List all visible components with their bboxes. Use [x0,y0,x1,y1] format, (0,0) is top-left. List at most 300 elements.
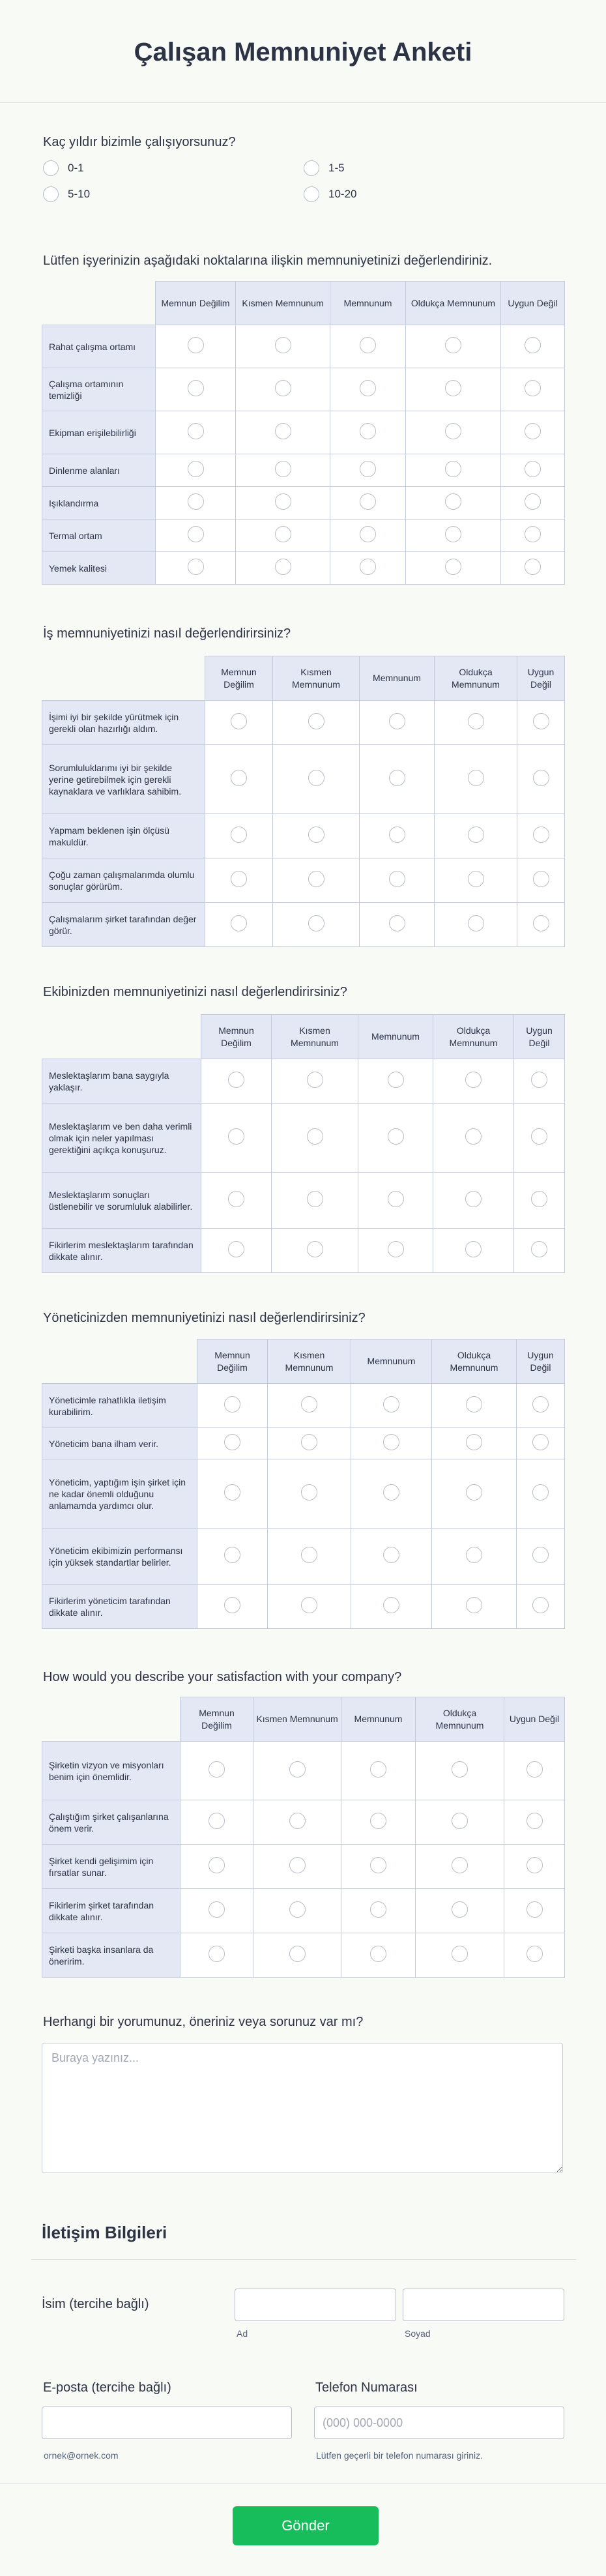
phone-input[interactable] [314,2407,564,2439]
radio-button[interactable] [466,1547,482,1563]
matrix-row-label: İşimi iyi bir şekilde yürütmek için gerekli olan hazırlığı aldım. [42,701,205,745]
radio-button[interactable] [525,526,541,542]
matrix-row-label: Şirketi başka insanlara da öneririm. [42,1933,180,1978]
matrix-cell [253,1845,341,1889]
radio-button[interactable] [531,1128,547,1145]
matrix-cell [360,903,435,947]
radio-button[interactable] [532,1597,549,1613]
first-name-input[interactable] [235,2289,396,2321]
radio-button[interactable] [308,871,325,887]
matrix-cell [351,1428,432,1459]
matrix-cell [180,1845,253,1889]
radio-button[interactable] [525,380,541,396]
matrix-row-label: Fikirlerim meslektaşlarım tarafından dikkate alınır. [42,1229,201,1273]
radio-button[interactable] [383,1484,399,1500]
radio-button[interactable] [445,423,461,439]
matrix-cell [330,454,406,487]
radio-button[interactable] [531,1241,547,1257]
matrix-cell [435,814,517,858]
matrix-cell [273,745,360,814]
radio-button[interactable] [389,827,405,843]
form-footer [0,2483,606,2576]
radio-button[interactable] [301,1484,317,1500]
matrix-cell [435,858,517,903]
matrix-cell [253,1889,341,1933]
matrix-row [42,1742,565,1800]
matrix-row [42,1229,565,1273]
matrix-corner [42,1697,180,1742]
radio-button[interactable] [307,1191,323,1207]
matrix-cell [273,814,360,858]
radio-button[interactable] [308,770,325,786]
matrix-column-header: Uygun Değil [501,282,565,325]
matrix-cell [156,454,236,487]
radio-button[interactable] [360,380,376,396]
radio-button[interactable] [231,827,247,843]
radio-button[interactable] [228,1072,244,1088]
matrix-corner [42,282,156,325]
matrix-cell [236,411,330,454]
radio-button[interactable] [360,559,376,575]
matrix-cell [416,1889,504,1933]
radio-button[interactable] [275,423,291,439]
matrix-cell [504,1889,565,1933]
option-1-5[interactable]: 1-5 [304,160,564,176]
radio-button[interactable] [445,461,461,477]
radio-button[interactable] [532,1484,549,1500]
matrix-row [42,1889,565,1933]
radio-button[interactable] [466,1484,482,1500]
radio-button[interactable] [383,1547,399,1563]
matrix-cell [197,1459,268,1529]
radio-button[interactable] [533,713,549,729]
option-10-20[interactable]: 10-20 [304,186,564,202]
comments-textarea[interactable] [42,2043,563,2173]
radio-button[interactable] [532,1396,549,1412]
matrix-row-label: Meslektaşlarım bana saygıyla yaklaşır. [42,1059,201,1104]
radio-button[interactable] [188,423,204,439]
matrix-column-header: Oldukça Memnunum [433,1015,514,1059]
radio-button[interactable] [466,1396,482,1412]
matrix-row [42,552,565,585]
radio-button[interactable] [289,1813,306,1829]
radio-button[interactable] [389,871,405,887]
matrix-row-label: Dinlenme alanları [42,454,156,487]
matrix-cell [360,701,435,745]
matrix-row [42,1800,565,1845]
question-label: How would you describe your satisfaction with your company? [43,1670,402,1684]
first-name-sublabel: Ad [237,2328,248,2339]
last-name-sublabel: Soyad [405,2328,431,2339]
radio-button[interactable] [533,871,549,887]
name-label: İsim (tercihe bağlı) [42,2297,149,2311]
matrix-cell [201,1104,272,1173]
radio-button[interactable] [304,160,319,176]
question-manager-matrix [43,1311,564,1326]
matrix-cell [517,1428,565,1459]
matrix-column-header: Oldukça Memnunum [435,656,517,701]
matrix-cell [236,520,330,552]
radio-button[interactable] [445,526,461,542]
radio-button[interactable] [445,559,461,575]
matrix-cell [514,1173,565,1229]
last-name-input[interactable] [403,2289,564,2321]
radio-button[interactable] [228,1128,244,1145]
matrix-cell [201,1229,272,1273]
matrix-cell [180,1800,253,1845]
radio-button[interactable] [308,915,325,931]
radio-button[interactable] [43,186,59,202]
radio-button[interactable] [209,1813,225,1829]
matrix-cell [341,1933,416,1978]
matrix-cell [341,1889,416,1933]
matrix-column-header: Uygun Değil [504,1697,565,1742]
question-label: Kaç yıldır bizimle çalışıyorsunuz? [43,135,236,149]
radio-button[interactable] [231,871,247,887]
radio-button[interactable] [209,1946,225,1962]
radio-button[interactable] [360,423,376,439]
matrix-row [42,858,565,903]
radio-button[interactable] [360,337,376,353]
matrix-row-label: Çalışma ortamının temizliği [42,368,156,411]
workplace-matrix [42,281,565,585]
matrix-row-label: Şirket kendi gelişimim için fırsatlar sunar. [42,1845,180,1889]
radio-button[interactable] [468,915,484,931]
matrix-row [42,1529,565,1585]
radio-button[interactable] [209,1857,225,1873]
radio-button[interactable] [308,713,325,729]
radio-button[interactable] [532,1434,549,1450]
matrix-cell [406,368,501,411]
matrix-row [42,701,565,745]
matrix-cell [501,552,565,585]
matrix-row [42,1384,565,1428]
radio-button[interactable] [445,337,461,353]
matrix-row [42,814,565,858]
radio-button[interactable] [360,461,376,477]
radio-button[interactable] [388,1191,404,1207]
submit-button[interactable]: Gönder [233,2506,379,2545]
option-5-10[interactable]: 5-10 [43,186,304,202]
matrix-header-row [42,1697,565,1742]
radio-button[interactable] [307,1072,323,1088]
matrix-row-label: Yöneticim ekibimizin performansı için yüksek standartlar belirler. [42,1529,197,1585]
radio-button[interactable] [389,770,405,786]
matrix-cell [501,368,565,411]
matrix-row [42,520,565,552]
matrix-cell [416,1742,504,1800]
matrix-cell [236,325,330,368]
radio-button[interactable] [360,526,376,542]
matrix-row-label: Işıklandırma [42,487,156,520]
matrix-row-label: Sorumluluklarımı iyi bir şekilde yerine getirebilmek için gerekli kaynaklara ve varlıklara sahibim. [42,745,205,814]
matrix-cell [358,1059,433,1104]
matrix-cell [504,1933,565,1978]
matrix-cell [272,1229,358,1273]
matrix-row [42,745,565,814]
team-matrix [42,1014,565,1273]
radio-button[interactable] [308,827,325,843]
radio-button[interactable] [188,380,204,396]
matrix-cell [432,1384,517,1428]
matrix-cell [205,903,273,947]
radio-button[interactable] [304,186,319,202]
radio-button[interactable] [188,461,204,477]
radio-button[interactable] [466,1597,482,1613]
matrix-cell [268,1585,351,1629]
matrix-column-header: Memnunum [351,1339,432,1384]
years-options [43,160,564,202]
radio-button[interactable] [370,1946,386,1962]
radio-button[interactable] [289,1901,306,1918]
matrix-column-header: Oldukça Memnunum [416,1697,504,1742]
radio-button[interactable] [224,1434,240,1450]
matrix-row [42,1104,565,1173]
radio-button[interactable] [388,1072,404,1088]
question-label: Yöneticinizden memnuniyetinizi nasıl değerlendirirsiniz? [43,1311,366,1325]
matrix-cell [156,552,236,585]
matrix-cell [517,1529,565,1585]
radio-button[interactable] [188,493,204,510]
radio-button[interactable] [527,1946,543,1962]
radio-button[interactable] [231,915,247,931]
radio-button[interactable] [209,1901,225,1918]
email-label: E-posta (tercihe bağlı) [43,2380,171,2395]
matrix-cell [517,701,565,745]
radio-button[interactable] [307,1241,323,1257]
radio-button[interactable] [224,1484,240,1500]
matrix-row-label: Yemek kalitesi [42,552,156,585]
matrix-cell [435,745,517,814]
radio-button[interactable] [527,1901,543,1918]
matrix-cell [406,411,501,454]
matrix-cell [156,411,236,454]
matrix-cell [406,552,501,585]
matrix-cell [504,1800,565,1845]
radio-button[interactable] [370,1857,386,1873]
radio-button[interactable] [224,1396,240,1412]
matrix-cell [156,368,236,411]
radio-button[interactable] [452,1761,468,1778]
matrix-row [42,411,565,454]
radio-button[interactable] [389,713,405,729]
matrix-column-header: Uygun Değil [514,1015,565,1059]
matrix-cell [514,1229,565,1273]
radio-button[interactable] [275,461,291,477]
radio-button[interactable] [525,337,541,353]
matrix-cell [517,903,565,947]
section-divider [31,2259,576,2260]
radio-button[interactable] [525,559,541,575]
matrix-cell [156,487,236,520]
matrix-cell [432,1459,517,1529]
radio-button[interactable] [275,337,291,353]
matrix-cell [268,1459,351,1529]
question-workplace-matrix [43,254,564,269]
matrix-header-row [42,1339,565,1384]
radio-button[interactable] [383,1597,399,1613]
job-matrix [42,656,565,947]
radio-button[interactable] [468,827,484,843]
radio-button[interactable] [465,1191,482,1207]
radio-button[interactable] [370,1813,386,1829]
radio-button[interactable] [209,1761,225,1778]
matrix-cell [504,1742,565,1800]
matrix-cell [180,1889,253,1933]
matrix-cell [201,1059,272,1104]
matrix-cell [358,1104,433,1173]
radio-button[interactable] [370,1901,386,1918]
matrix-row-label: Rahat çalışma ortamı [42,325,156,368]
matrix-row [42,325,565,368]
radio-button[interactable] [452,1857,468,1873]
matrix-cell [205,701,273,745]
radio-button[interactable] [466,1434,482,1450]
matrix-cell [432,1585,517,1629]
option-0-1[interactable]: 0-1 [43,160,304,176]
radio-button[interactable] [289,1857,306,1873]
radio-button[interactable] [275,559,291,575]
radio-button[interactable] [370,1761,386,1778]
matrix-cell [514,1104,565,1173]
matrix-cell [341,1800,416,1845]
matrix-cell [330,552,406,585]
matrix-cell [330,368,406,411]
radio-button[interactable] [275,380,291,396]
matrix-cell [406,325,501,368]
radio-button[interactable] [531,1072,547,1088]
matrix-cell [432,1428,517,1459]
question-company-matrix [43,1670,564,1685]
matrix-cell [514,1059,565,1104]
radio-button[interactable] [452,1946,468,1962]
matrix-column-header: Memnun Değilim [197,1339,268,1384]
radio-button[interactable] [301,1396,317,1412]
matrix-cell [341,1845,416,1889]
radio-button[interactable] [289,1761,306,1778]
radio-button[interactable] [231,770,247,786]
radio-button[interactable] [531,1191,547,1207]
radio-button[interactable] [452,1813,468,1829]
matrix-cell [197,1585,268,1629]
radio-button[interactable] [188,526,204,542]
matrix-column-header: Memnunum [358,1015,433,1059]
matrix-cell [236,552,330,585]
radio-button[interactable] [452,1901,468,1918]
question-label: Herhangi bir yorumunuz, öneriniz veya sorunuz var mı? [43,2015,364,2029]
radio-button[interactable] [389,915,405,931]
radio-button[interactable] [188,559,204,575]
matrix-column-header: Memnun Değilim [180,1697,253,1742]
radio-button[interactable] [532,1547,549,1563]
radio-button[interactable] [525,423,541,439]
matrix-row [42,1173,565,1229]
matrix-cell [330,520,406,552]
matrix-row [42,487,565,520]
matrix-column-header: Oldukça Memnunum [432,1339,517,1384]
matrix-cell [504,1845,565,1889]
matrix-cell [351,1585,432,1629]
radio-button[interactable] [388,1241,404,1257]
matrix-cell [406,487,501,520]
matrix-row-label: Fikirlerim şirket tarafından dikkate alınır. [42,1889,180,1933]
matrix-row-label: Yapmam beklenen işin ölçüsü makuldür. [42,814,205,858]
radio-button[interactable] [445,380,461,396]
radio-button[interactable] [527,1813,543,1829]
radio-button[interactable] [527,1761,543,1778]
email-input[interactable] [42,2407,292,2439]
matrix-column-header: Uygun Değil [517,1339,565,1384]
matrix-cell [197,1384,268,1428]
radio-button[interactable] [224,1547,240,1563]
matrix-column-header: Memnunum [341,1697,416,1742]
radio-button[interactable] [228,1241,244,1257]
radio-button[interactable] [301,1547,317,1563]
matrix-cell [197,1529,268,1585]
radio-button[interactable] [307,1128,323,1145]
matrix-row-label: Meslektaşlarım ve ben daha verimli olmak için neler yapılması gerektiğini açıkça konuşuruz. [42,1104,201,1173]
radio-button[interactable] [525,493,541,510]
matrix-row [42,1059,565,1104]
radio-button[interactable] [388,1128,404,1145]
radio-button[interactable] [43,160,59,176]
radio-button[interactable] [301,1597,317,1613]
matrix-column-header: Kısmen Memnunum [268,1339,351,1384]
radio-button[interactable] [231,713,247,729]
matrix-row [42,1845,565,1889]
matrix-cell [205,858,273,903]
radio-button[interactable] [465,1128,482,1145]
radio-button[interactable] [465,1241,482,1257]
matrix-row [42,1933,565,1978]
radio-button[interactable] [468,871,484,887]
matrix-row-label: Yöneticim, yaptığım işin şirket için ne kadar önemli olduğunu anlamamda yardımcı olur. [42,1459,197,1529]
matrix-cell [236,368,330,411]
matrix-cell [268,1384,351,1428]
radio-button[interactable] [360,493,376,510]
phone-label: Telefon Numarası [315,2380,418,2395]
matrix-cell [358,1229,433,1273]
form-title: Çalışan Memnuniyet Anketi [134,38,472,66]
email-sublabel: ornek@ornek.com [44,2450,119,2461]
radio-button[interactable] [228,1191,244,1207]
radio-button[interactable] [188,337,204,353]
radio-button[interactable] [383,1396,399,1412]
radio-button[interactable] [527,1857,543,1873]
matrix-cell [205,814,273,858]
radio-button[interactable] [383,1434,399,1450]
radio-button[interactable] [533,770,549,786]
matrix-cell [433,1173,514,1229]
radio-button[interactable] [224,1597,240,1613]
radio-button[interactable] [275,493,291,510]
radio-button[interactable] [289,1946,306,1962]
radio-button[interactable] [301,1434,317,1450]
matrix-cell [517,1384,565,1428]
matrix-cell [416,1800,504,1845]
matrix-cell [358,1173,433,1229]
company-matrix [42,1697,565,1978]
radio-button[interactable] [445,493,461,510]
radio-button[interactable] [468,770,484,786]
matrix-cell [272,1059,358,1104]
radio-button[interactable] [275,526,291,542]
radio-button[interactable] [468,713,484,729]
radio-button[interactable] [465,1072,482,1088]
radio-button[interactable] [533,915,549,931]
radio-button[interactable] [525,461,541,477]
radio-button[interactable] [533,827,549,843]
